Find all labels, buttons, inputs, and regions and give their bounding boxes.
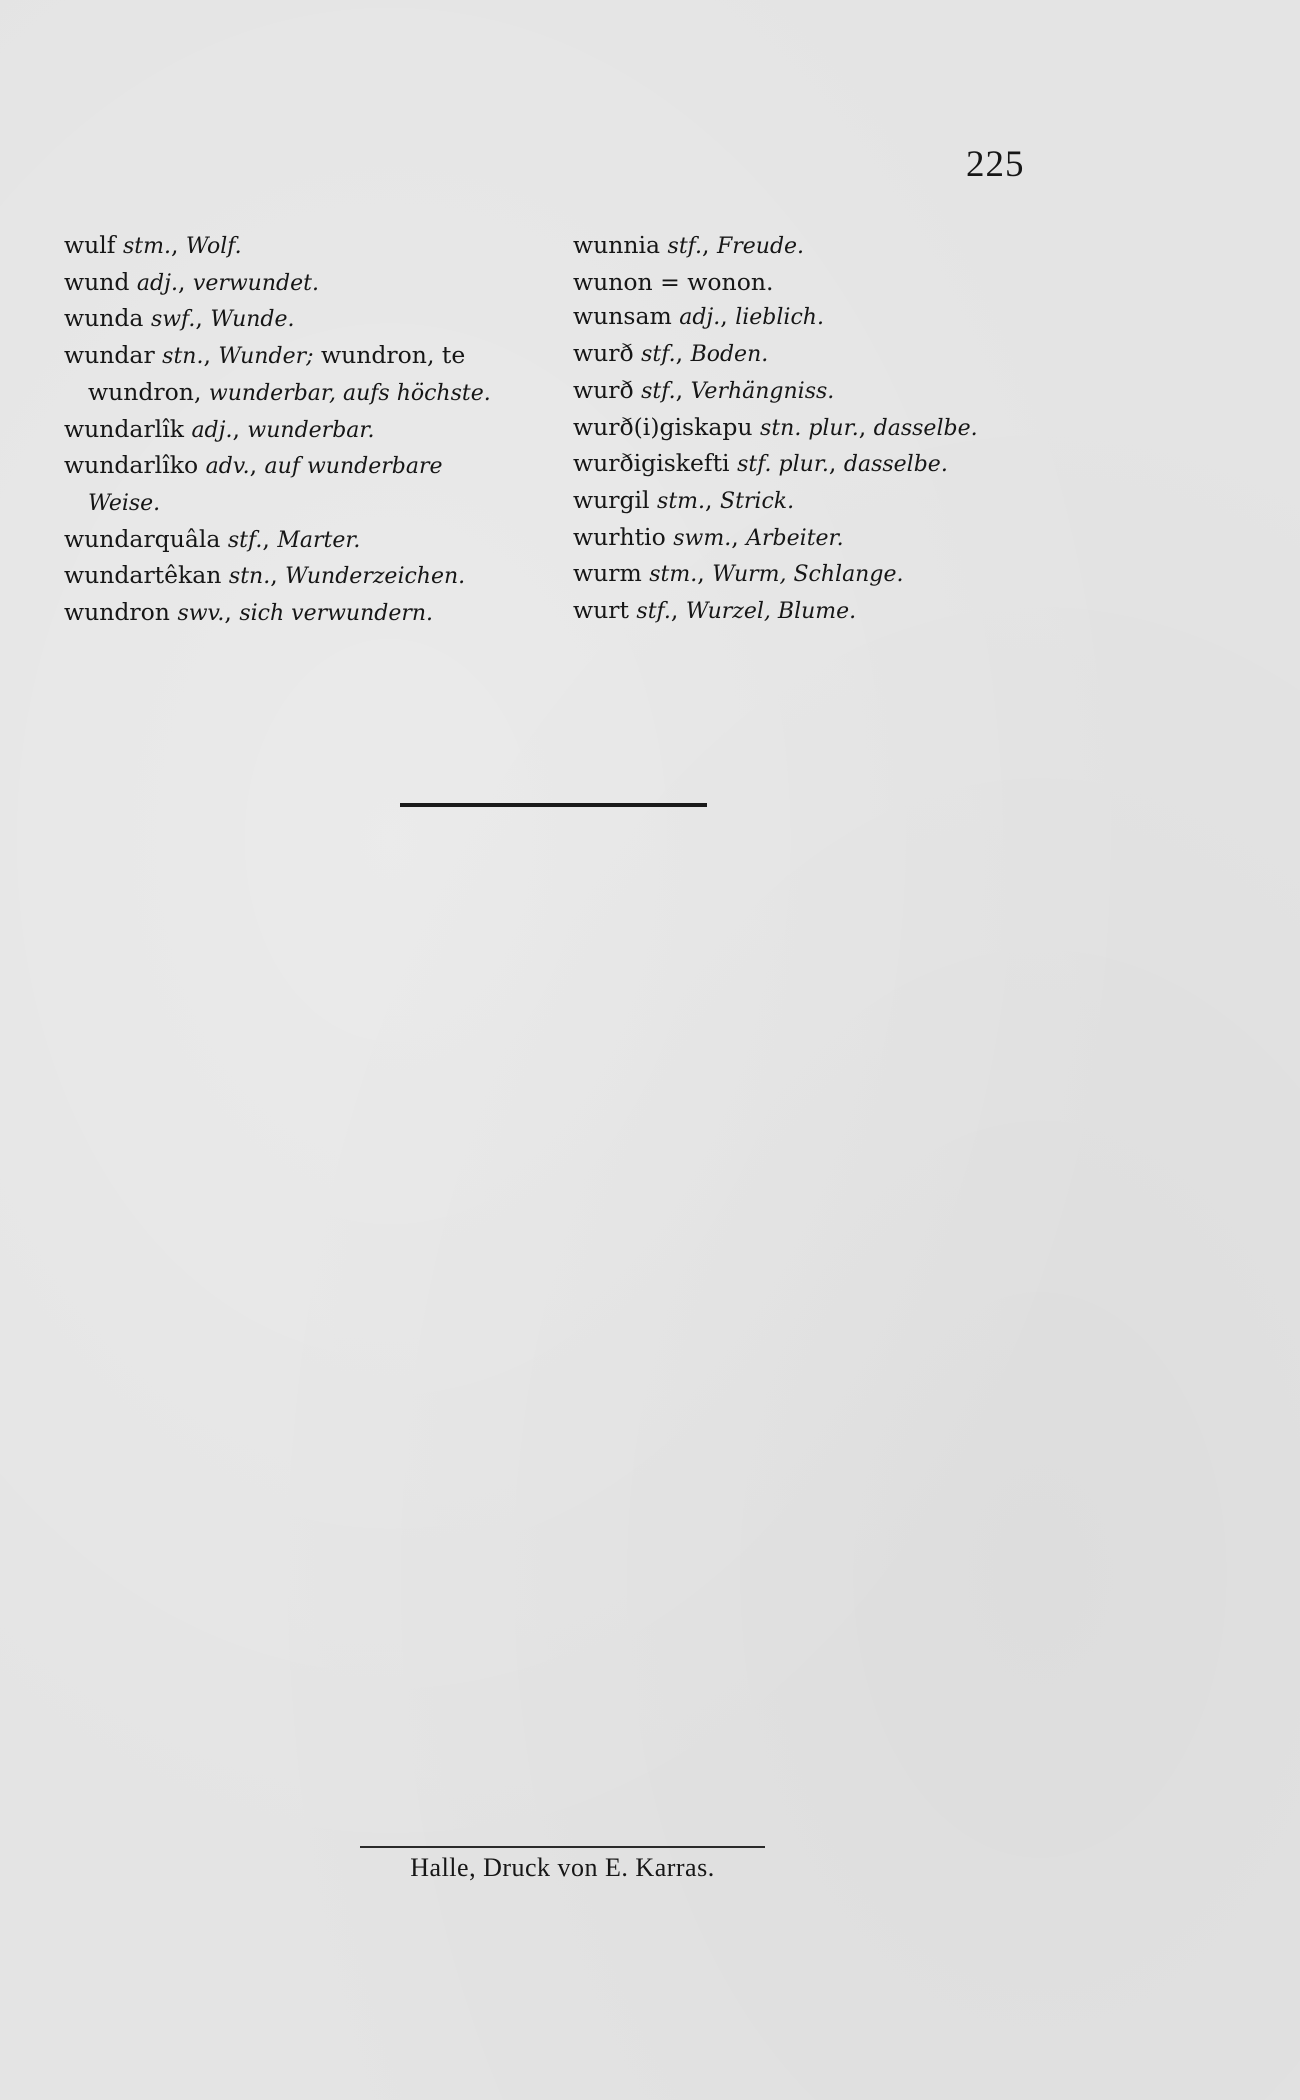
printer-imprint: Halle, Druck von E. Karras. <box>410 1853 715 1882</box>
glossary-entry: wurgil stm., Strick. <box>573 485 795 514</box>
glossary-column-right <box>573 228 978 630</box>
glossary-entry: wurt stf., Wurzel, Blume. <box>573 596 857 625</box>
glossary-entry: wundarlîko adv., auf wunderbare <box>64 451 443 480</box>
glossary-entry: wundar stn., Wunder; wundron, te <box>64 341 466 370</box>
glossary-entry: wulf stm., Wolf. <box>64 231 242 259</box>
glossary-entry: wurð(i)giskapu stn. plur., dasselbe. <box>573 412 978 441</box>
glossary-column-left <box>64 228 491 632</box>
glossary-entry: wunon = wonon. <box>573 267 774 296</box>
glossary-entry: wurð stf., Boden. <box>573 339 769 368</box>
imprint-rule <box>360 1846 765 1848</box>
glossary-entry: wundarquâla stf., Marter. <box>64 524 361 553</box>
glossary-entry: wurðigiskefti stf. plur., dasselbe. <box>573 449 948 478</box>
glossary-entry-continuation: Weise. <box>88 490 161 516</box>
glossary-entry: wunda swf., Wunde. <box>64 304 295 333</box>
glossary-entry: wurhtio swm., Arbeiter. <box>573 522 844 551</box>
end-of-text-rule <box>400 803 707 807</box>
glossary-entry: wunsam adj., lieblich. <box>573 302 824 331</box>
glossary-entry: wurm stm., Wurm, Schlange. <box>573 559 904 588</box>
glossary-entry: wundartêkan stn., Wunderzeichen. <box>64 561 466 590</box>
glossary-entry: wundron swv., sich verwundern. <box>64 598 434 627</box>
glossary-entry: wundarlîk adj., wunderbar. <box>64 414 375 443</box>
glossary-entry: wunnia stf., Freude. <box>573 231 805 259</box>
glossary-entry: wund adj., verwundet. <box>64 267 319 296</box>
page-number: 225 <box>966 144 1025 185</box>
glossary-entry: wurð stf., Verhängniss. <box>573 375 835 404</box>
glossary-entry-continuation: wundron, wunderbar, aufs höchste. <box>88 377 491 406</box>
